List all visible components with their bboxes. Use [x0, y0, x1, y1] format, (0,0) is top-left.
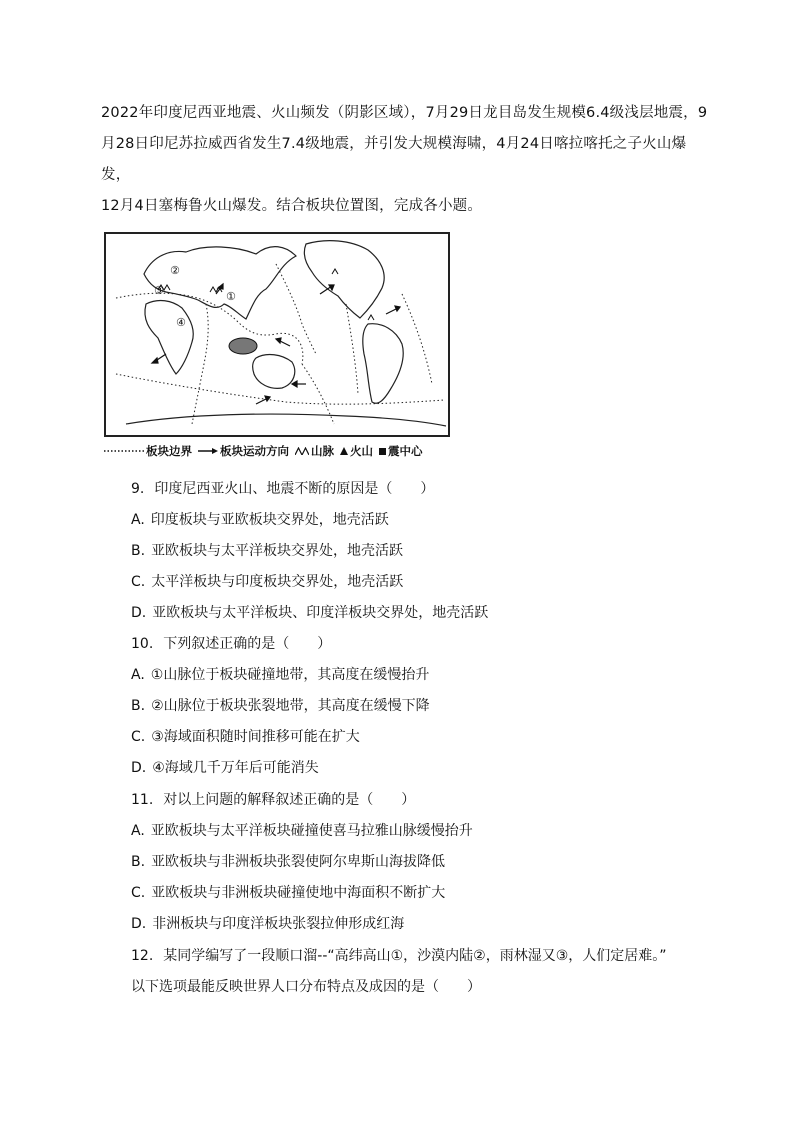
- marker-4: ④: [176, 316, 186, 329]
- question-stem: 对以上问题的解释叙述正确的是（ ）: [163, 792, 416, 808]
- mountain-symbol: [368, 315, 374, 320]
- question-12: [131, 945, 667, 965]
- option-letter: A.: [131, 512, 145, 528]
- arrow-head: [276, 338, 281, 343]
- plate-boundary: [346, 304, 358, 394]
- q11-option-a[interactable]: [131, 820, 473, 840]
- intro-paragraph: [101, 98, 711, 222]
- question-number: 10.: [131, 636, 154, 652]
- marker-3: ③: [154, 284, 164, 297]
- question-9: [131, 478, 434, 498]
- legend-direction: [198, 443, 289, 459]
- question-number: 9.: [131, 481, 145, 497]
- plate-boundary: [402, 294, 432, 384]
- q10-option-d[interactable]: [131, 757, 319, 777]
- option-text: 太平洋板块与印度板块交界处，地壳活跃: [151, 574, 404, 590]
- option-letter: A.: [131, 823, 145, 839]
- north-america-outline: [304, 241, 384, 318]
- plate-boundary: [192, 304, 208, 424]
- arrow-right-icon: [198, 447, 218, 455]
- plate-boundary: [116, 293, 303, 364]
- option-text: 亚欧板块与非洲板块碰撞使地中海面积不断扩大: [151, 885, 446, 901]
- arrow-head: [265, 396, 270, 401]
- question-stem: 某同学编写了一段顺口溜--“高纬高山①，沙漠内陆②，雨林湿又③，人们定居难。”: [163, 948, 667, 964]
- q10-option-c[interactable]: [131, 726, 360, 746]
- intro-line-1: 2022年印度尼西亚地震、火山频发（阴影区域），7月29日龙目岛发生规模6.4级浅层地震，9: [101, 105, 708, 121]
- option-text: 印度板块与亚欧板块交界处，地壳活跃: [150, 512, 389, 528]
- question-number: 12.: [131, 948, 154, 964]
- option-letter: B.: [131, 854, 146, 870]
- intro-line-3: 12月4日塞梅鲁火山爆发。结合板块位置图，完成各小题。: [101, 198, 483, 214]
- option-text: 亚欧板块与太平洋板块交界处，地壳活跃: [151, 543, 404, 559]
- option-letter: C.: [131, 574, 146, 590]
- option-text: ①山脉位于板块碰撞地带，其高度在缓慢抬升: [150, 667, 430, 683]
- option-letter: A.: [131, 667, 145, 683]
- plate-boundary: [276, 264, 316, 354]
- epicenter-icon: [379, 448, 386, 455]
- map-markers: [154, 264, 236, 329]
- option-letter: D.: [131, 760, 147, 776]
- volcano-icon: [340, 447, 348, 455]
- map-legend: [104, 443, 423, 459]
- option-letter: D.: [131, 605, 147, 621]
- q10-option-a[interactable]: [131, 664, 429, 684]
- option-text: 非洲板块与印度洋板块张裂拉伸形成红海: [152, 916, 405, 932]
- question-12-continuation: 以下选项最能反映世界人口分布特点及成因的是（ ）: [131, 979, 481, 995]
- arrow-head: [152, 358, 158, 363]
- option-letter: C.: [131, 885, 146, 901]
- option-text: 亚欧板块与非洲板块张裂使阿尔卑斯山海拔降低: [151, 854, 446, 870]
- mountain-symbols: [158, 269, 374, 320]
- q9-option-a[interactable]: [131, 509, 389, 529]
- q10-option-b[interactable]: [131, 695, 430, 715]
- mountain-symbol: [332, 269, 338, 274]
- question-stem: 印度尼西亚火山、地震不断的原因是（ ）: [154, 481, 435, 497]
- legend-volcano: [340, 443, 373, 459]
- question-11: [131, 789, 415, 809]
- option-text: ②山脉位于板块张裂地带，其高度在缓慢下降: [151, 698, 430, 714]
- option-letter: B.: [131, 543, 146, 559]
- q9-option-d[interactable]: [131, 602, 488, 622]
- marker-2: ②: [170, 264, 180, 277]
- mountain-icon: [295, 447, 309, 455]
- arrow-head: [395, 306, 400, 311]
- antarctica-outline: [126, 414, 446, 426]
- legend-epicenter-label: 震中心: [388, 444, 423, 458]
- south-america-outline: [363, 324, 403, 404]
- legend-mountain-label: 山脉: [311, 444, 334, 458]
- legend-volcano-label: 火山: [350, 444, 373, 458]
- question-number: 11.: [131, 792, 154, 808]
- legend-boundary: [104, 443, 192, 459]
- q11-option-b[interactable]: [131, 851, 445, 871]
- intro-line-2: 月28日印尼苏拉威西省发生7.4级地震，并引发大规模海啸，4月24日喀拉喀托之子火山爆发，: [101, 136, 687, 183]
- plate-map-drawing: [106, 234, 448, 435]
- question-10: [131, 633, 331, 653]
- option-letter: B.: [131, 698, 146, 714]
- plate-boundary: [116, 374, 444, 404]
- marker-1: ①: [226, 290, 236, 303]
- option-text: 亚欧板块与太平洋板块碰撞使喜马拉雅山脉缓慢抬升: [150, 823, 473, 839]
- q9-option-b[interactable]: [131, 540, 403, 560]
- q9-option-c[interactable]: [131, 571, 403, 591]
- option-text: ③海域面积随时间推移可能在扩大: [151, 729, 360, 745]
- plate-map: [104, 232, 450, 437]
- legend-boundary-label: 板块边界: [146, 444, 192, 458]
- indonesia-shaded-area: [229, 338, 257, 354]
- legend-direction-label: 板块运动方向: [220, 444, 289, 458]
- australia-outline: [253, 355, 295, 389]
- option-letter: C.: [131, 729, 146, 745]
- legend-epicenter: [379, 443, 423, 459]
- option-letter: D.: [131, 916, 147, 932]
- question-stem: 下列叙述正确的是（ ）: [163, 636, 332, 652]
- eurasia-outline: [144, 247, 296, 319]
- q11-option-d[interactable]: [131, 913, 404, 933]
- q11-option-c[interactable]: [131, 882, 445, 902]
- option-text: 亚欧板块与太平洋板块、印度洋板块交界处，地壳活跃: [152, 605, 489, 621]
- option-text: ④海域几千万年后可能消失: [152, 760, 319, 776]
- arrow-head: [292, 381, 297, 387]
- dotted-line-icon: [104, 448, 144, 454]
- legend-mountain: [295, 443, 334, 459]
